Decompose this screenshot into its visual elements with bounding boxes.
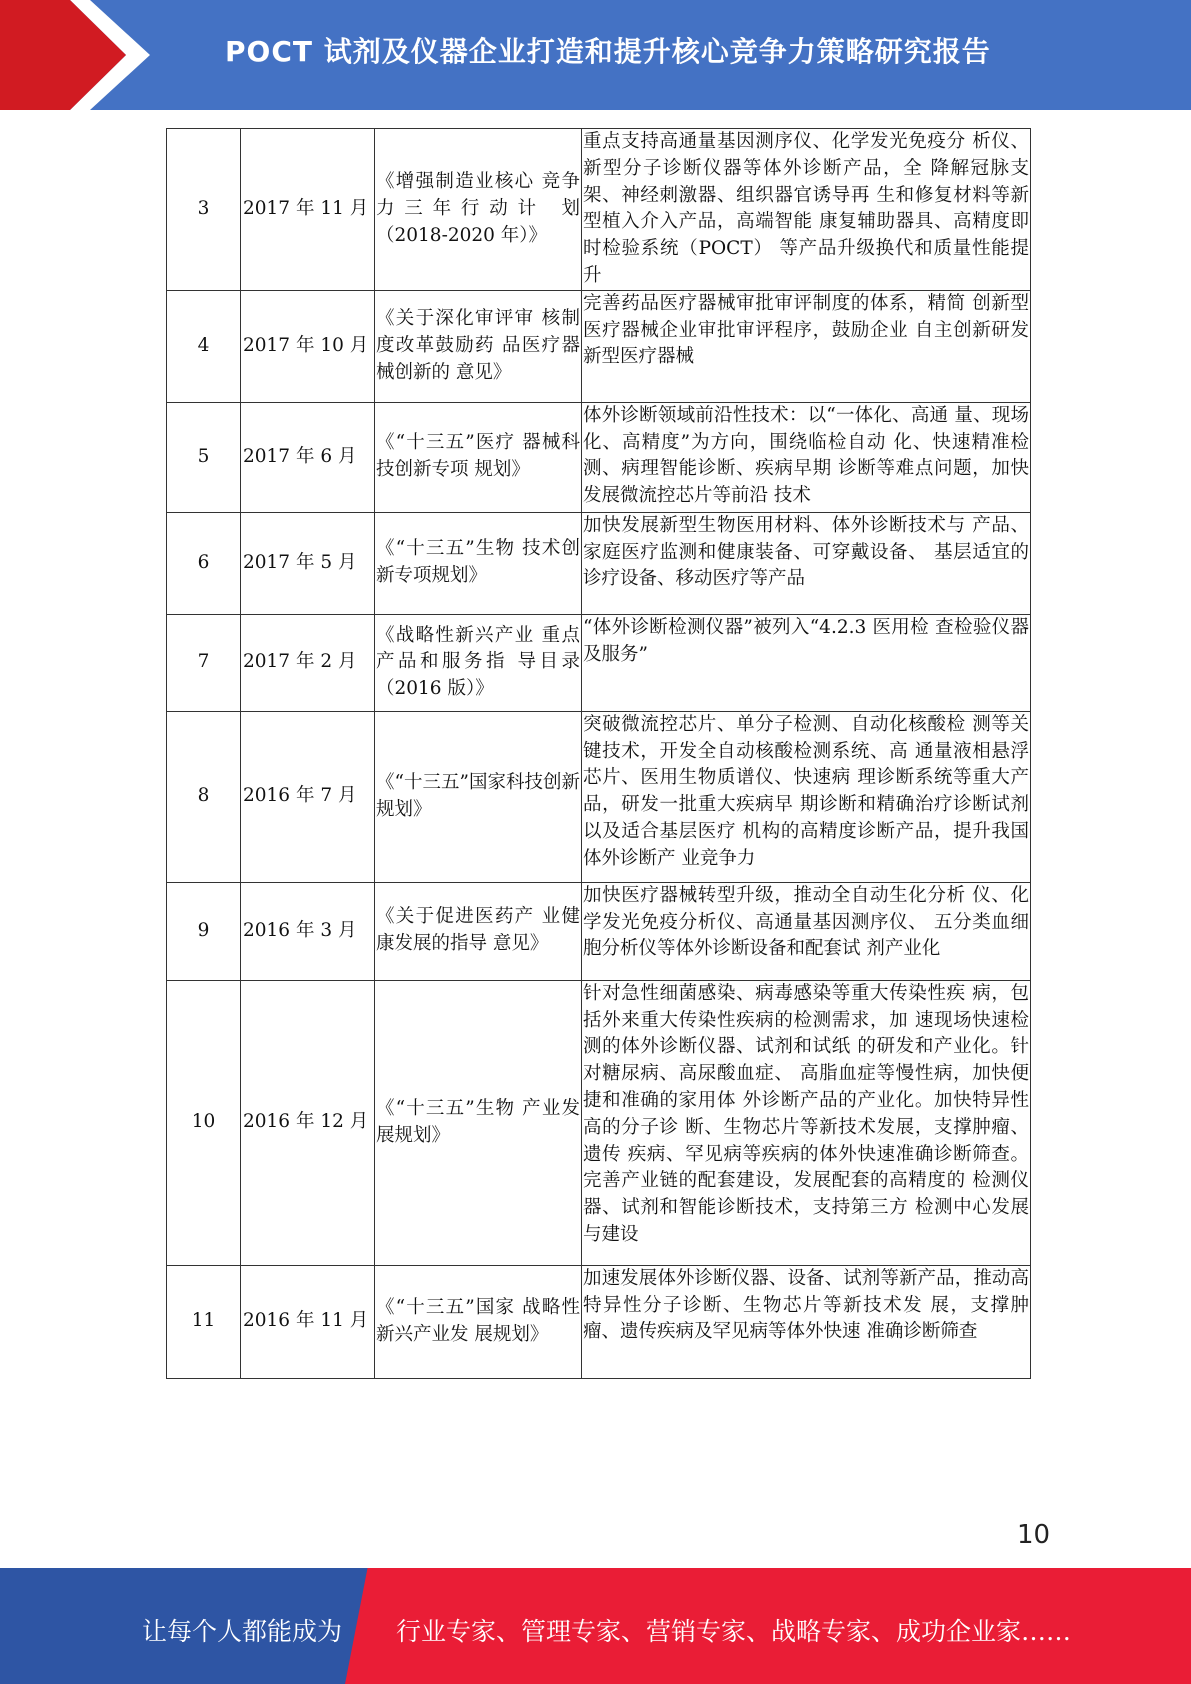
row-content-text: 针对急性细菌感染、病毒感染等重大传染性疾 病，包括外来重大传染性疾病的检测需求，加 速现场快速检测的体外诊断仪器、试剂和试纸 的研发和产业化。针对糖尿病、高尿酸血症、 高脂血症等慢性病，加快便捷和准确的家用体 外诊断产品的产业化。加快特异性高的分子诊 断、生物芯片等新技术发展，支撑肿瘤、遗传 疾病、罕见病等疾病的体外快速准确诊断筛查。 完善产业链的配套建设，发展配套的高精度的 检测仪器、试剂和智能诊断技术，支持第三方 检测中心发展与建设 <box>583 982 1029 1245</box>
row-number: 3 <box>167 129 241 291</box>
row-number: 11 <box>167 1265 241 1378</box>
row-date: 2016 年 3 月 <box>241 882 375 980</box>
row-content <box>582 129 1031 291</box>
table-row <box>167 290 1031 402</box>
row-number: 4 <box>167 290 241 402</box>
row-document: 《“十三五”国家 战略性新兴产业发 展规划》 <box>375 1265 582 1378</box>
row-content <box>582 1265 1031 1378</box>
row-content-text: 重点支持高通量基因测序仪、化学发光免疫分 析仪、新型分子诊断仪器等体外诊断产品，全 降解冠脉支架、神经刺激器、组织器官诱导再 生和修复材料等新型植入介入产品，高端智能 康复辅助器具、高精度即时检验系统（POCT） 等产品升级换代和质量性能提升 <box>583 131 1029 286</box>
row-number: 5 <box>167 402 241 512</box>
report-title: POCT 试剂及仪器企业打造和提升核心竞争力策略研究报告 <box>225 35 991 68</box>
row-number: 8 <box>167 711 241 882</box>
row-content-text: 完善药品医疗器械审批审评制度的体系，精简 创新型医疗器械企业审批审评程序，鼓励企业 自主创新研发新型医疗器械 <box>583 292 1029 368</box>
row-date: 2016 年 7 月 <box>241 711 375 882</box>
row-date: 2017 年 5 月 <box>241 512 375 614</box>
row-content <box>582 290 1031 402</box>
page-footer <box>0 1568 1191 1684</box>
row-document: 《关于促进医药产 业健康发展的指导 意见》 <box>375 882 582 980</box>
row-number: 10 <box>167 980 241 1265</box>
row-content-text: 加快医疗器械转型升级，推动全自动生化分析 仪、化学发光免疫分析仪、高通量基因测序仪、 五分类血细胞分析仪等体外诊断设备和配套试 剂产业化 <box>583 884 1029 960</box>
header-chevron-decoration <box>70 0 150 110</box>
table-row <box>167 1265 1031 1378</box>
row-document: 《关于深化审评审 核制度改革鼓励药 品医疗器械创新的 意见》 <box>375 290 582 402</box>
row-number: 6 <box>167 512 241 614</box>
row-date: 2017 年 10 月 <box>241 290 375 402</box>
footer-slogan-right: 行业专家、管理专家、营销专家、战略专家、成功企业家…… <box>396 1617 1072 1646</box>
row-content-text: 加速发展体外诊断仪器、设备、试剂等新产品，推动高特异性分子诊断、生物芯片等新技术发 展，支撑肿瘤、遗传疾病及罕见病等体外快速 准确诊断筛查 <box>583 1267 1029 1343</box>
row-document: 《“十三五”生物 技术创新专项规划》 <box>375 512 582 614</box>
row-content-text: 加快发展新型生物医用材料、体外诊断技术与 产品、家庭医疗监测和健康装备、可穿戴设备、 基层适宜的诊疗设备、移动医疗等产品 <box>583 514 1029 590</box>
row-content-text: 体外诊断领域前沿性技术：以“一体化、高通 量、现场化、高精度”为方向，围绕临检自动 化、快速精准检测、病理智能诊断、疾病早期 诊断等难点问题，加快发展微流控芯片等前沿 技术 <box>583 404 1029 507</box>
page-header <box>0 0 1191 110</box>
row-document: 《“十三五”生物 产业发展规划》 <box>375 980 582 1265</box>
row-content <box>582 402 1031 512</box>
row-number: 7 <box>167 614 241 711</box>
table-row <box>167 614 1031 711</box>
row-content-text: “体外诊断检测仪器”被列入“4.2.3 医用检 查检验仪器及服务” <box>583 616 1029 665</box>
policy-table <box>166 128 1031 1379</box>
table-row <box>167 711 1031 882</box>
row-document: 《战略性新兴产业 重点产品和服务指 导目录（2016 版）》 <box>375 614 582 711</box>
row-date: 2017 年 11 月 <box>241 129 375 291</box>
row-document: 《增强制造业核心 竞争力三年行动计 划（2018-2020 年）》 <box>375 129 582 291</box>
table-row <box>167 882 1031 980</box>
table-row <box>167 512 1031 614</box>
row-date: 2016 年 12 月 <box>241 980 375 1265</box>
row-content <box>582 614 1031 711</box>
page-number: 10 <box>1017 1520 1051 1550</box>
row-date: 2017 年 2 月 <box>241 614 375 711</box>
row-document: 《“十三五”医疗 器械科技创新专项 规划》 <box>375 402 582 512</box>
row-date: 2017 年 6 月 <box>241 402 375 512</box>
footer-slogan-left: 让每个人都能成为 <box>142 1617 343 1646</box>
row-content <box>582 512 1031 614</box>
row-date: 2016 年 11 月 <box>241 1265 375 1378</box>
row-content <box>582 980 1031 1265</box>
row-number: 9 <box>167 882 241 980</box>
row-document: 《“十三五”国家科技创新规划》 <box>375 711 582 882</box>
table-row <box>167 980 1031 1265</box>
table-row <box>167 402 1031 512</box>
row-content <box>582 882 1031 980</box>
row-content <box>582 711 1031 882</box>
row-content-text: 突破微流控芯片、单分子检测、自动化核酸检 测等关键技术，开发全自动核酸检测系统、高 通量液相悬浮芯片、医用生物质谱仪、快速病 理诊断系统等重大产品，研发一批重大疾病早 期诊断和精确治疗诊断试剂以及适合基层医疗 机构的高精度诊断产品，提升我国体外诊断产 业竞争力 <box>583 713 1029 869</box>
table-row <box>167 129 1031 291</box>
header-red-block <box>0 0 70 110</box>
